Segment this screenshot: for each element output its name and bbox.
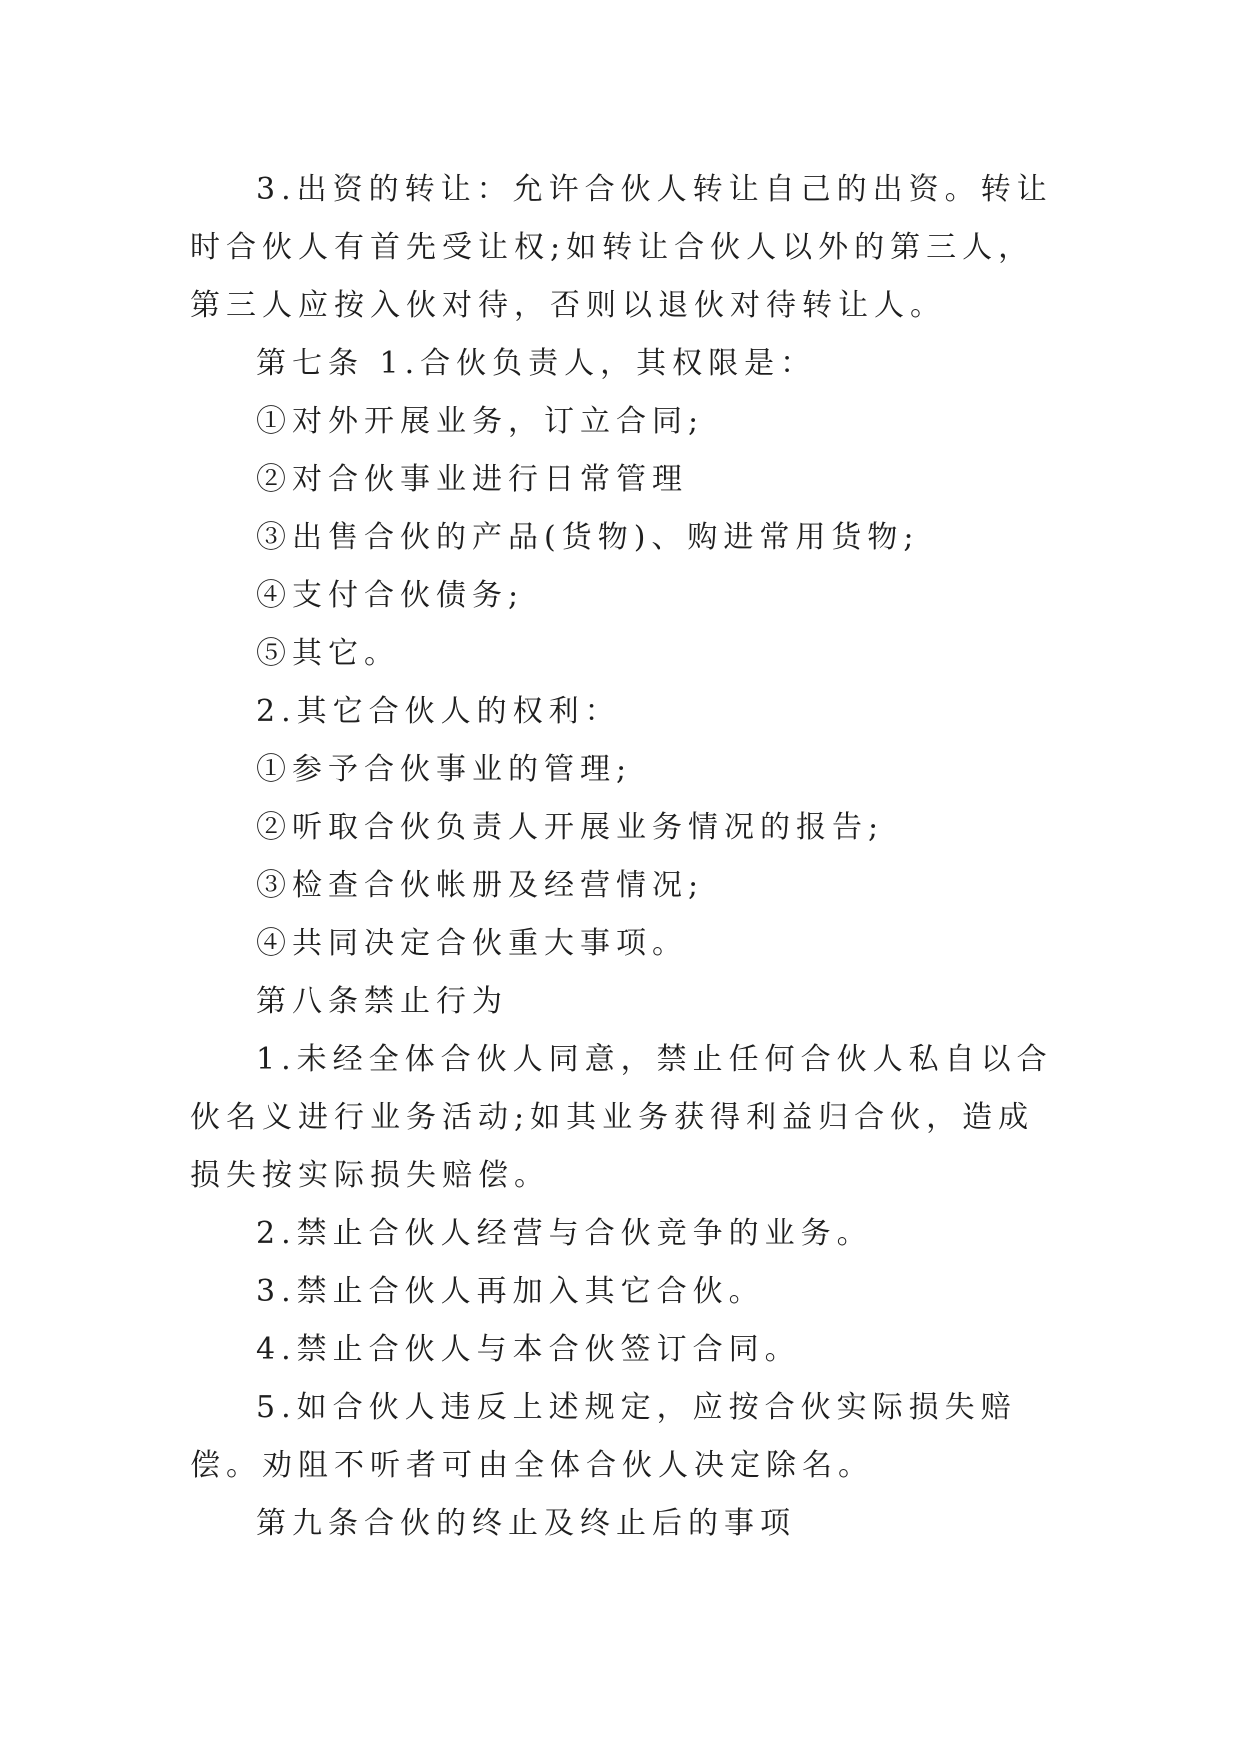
list-item-manager-power-3: ③出售合伙的产品(货物)、购进常用货物; [256,520,920,555]
list-item-partner-right-3: ③检查合伙帐册及经营情况; [256,868,705,903]
list-item-manager-power-5: ⑤其它。 [256,636,400,671]
list-item-manager-power-1: ①对外开展业务，订立合同; [256,404,705,439]
list-item-partner-right-1: ①参予合伙事业的管理; [256,752,633,787]
paragraph-prohibition-4: 4.禁止合伙人与本合伙签订合同。 [256,1332,801,1367]
paragraph-transfer-of-contribution: 3.出资的转让：允许合伙人转让自己的出资。转让时合伙人有首先受让权;如转让合伙人以外的第三人，第三人应按入伙对待，否则以退伙对待转让人。 [190,172,1053,323]
paragraph-prohibition-2: 2.禁止合伙人经营与合伙竞争的业务。 [256,1216,873,1251]
document-body [190,161,1058,1553]
paragraph-other-partners-rights: 2.其它合伙人的权利： [256,694,621,729]
list-item-partner-right-2: ②听取合伙负责人开展业务情况的报告; [256,810,885,845]
list-item-manager-power-4: ④支付合伙债务; [256,578,525,613]
list-item-partner-right-4: ④共同决定合伙重大事项。 [256,926,688,961]
paragraph-article-7-heading: 第七条 1.合伙负责人，其权限是： [256,346,817,381]
paragraph-prohibition-1: 1.未经全体合伙人同意，禁止任何合伙人私自以合伙名义进行业务活动;如其业务获得利益归合伙，造成损失按实际损失赔偿。 [190,1042,1053,1193]
list-item-manager-power-2: ②对合伙事业进行日常管理 [256,462,688,497]
paragraph-prohibition-5: 5.如合伙人违反上述规定，应按合伙实际损失赔偿。劝阻不听者可由全体合伙人决定除名。 [190,1390,1017,1483]
paragraph-article-9-heading: 第九条合伙的终止及终止后的事项 [256,1506,796,1541]
paragraph-prohibition-3: 3.禁止合伙人再加入其它合伙。 [256,1274,765,1309]
paragraph-article-8-heading: 第八条禁止行为 [256,984,508,1019]
